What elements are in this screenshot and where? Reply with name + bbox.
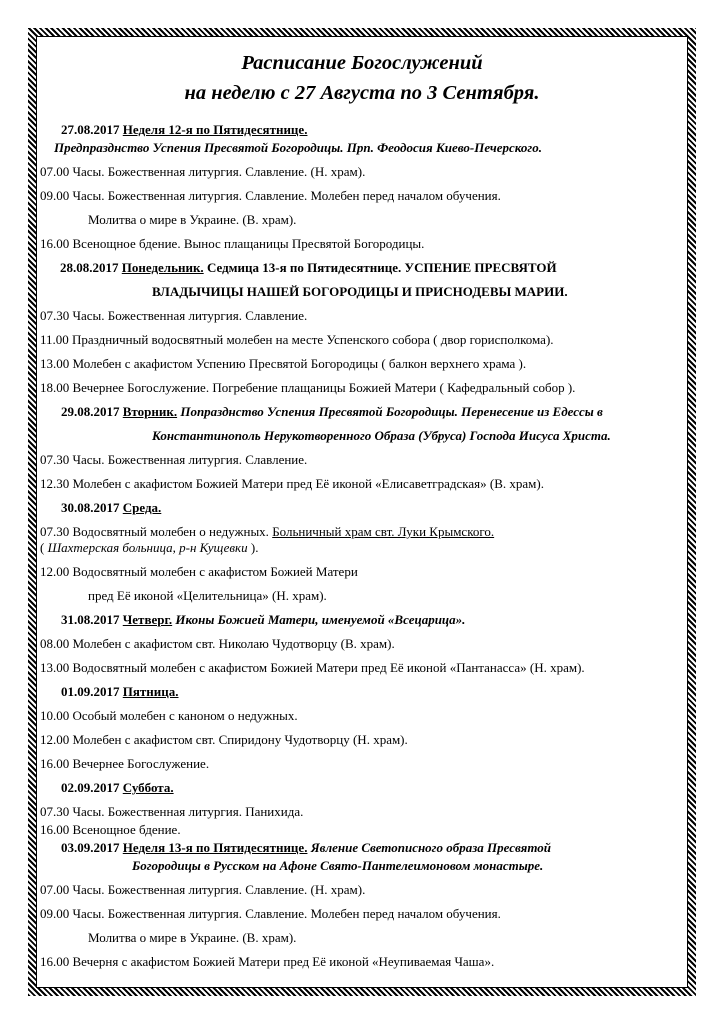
weekday: Пятница. <box>122 684 179 699</box>
day-header-03 <box>61 840 551 856</box>
feast: Попразднство Успения Пресвятой Богородицы. Перенесение из Едессы в <box>180 404 603 419</box>
date: 27.08.2017 <box>61 122 120 137</box>
day-header-27 <box>61 122 307 138</box>
service-28-3: 13.00 Молебен с акафистом Успению Пресвятой Богородицы ( балкон верхнего храма ). <box>40 356 527 371</box>
service-01-1: 10.00 Особый молебен с каноном о недужных. <box>40 708 298 723</box>
day-header-01 <box>61 684 179 700</box>
service-03-2: 09.00 Часы. Божественная литургия. Славление. Молебен перед началом обучения. <box>40 906 501 921</box>
day-header-30 <box>61 500 161 516</box>
service-30-2-cont: пред Её иконой «Целительница» (Н. храм). <box>88 588 327 603</box>
service-30-2: 12.00 Водосвятный молебен с акафистом Божией Матери <box>40 564 358 579</box>
date: 29.08.2017 <box>61 404 120 419</box>
service-27-2-cont: Молитва о мире в Украине. (В. храм). <box>88 212 297 227</box>
service-03-2-cont: Молитва о мире в Украине. (В. храм). <box>88 930 297 945</box>
location: Шахтерская больница, р-н Кущевки <box>47 540 248 555</box>
service-02-1: 07.30 Часы. Божественная литургия. Панихида. <box>40 804 304 819</box>
feast: Седмица 13-я по Пятидесятнице. УСПЕНИЕ ПРЕСВЯТОЙ <box>206 260 557 275</box>
hospital-church: Больничный храм свт. Луки Крымского. <box>272 524 495 539</box>
weekday: Неделя 13-я по Пятидесятнице. <box>122 840 308 855</box>
service-31-2: 13.00 Водосвятный молебен с акафистом Божией Матери пред Её иконой «Пантанасса» (Н. храм). <box>40 660 585 675</box>
page-title <box>40 48 684 108</box>
service-29-2: 12.30 Молебен с акафистом Божией Матери пред Её иконой «Елисаветградская» (В. храм). <box>40 476 544 491</box>
service-01-2: 12.00 Молебен с акафистом свт. Спиридону Чудотворцу (Н. храм). <box>40 732 408 747</box>
feast-29-cont: Константинополь Нерукотворенного Образа (Убруса) Господа Иисуса Христа. <box>152 428 611 443</box>
paren-close: ). <box>247 540 259 555</box>
date: 30.08.2017 <box>61 500 120 515</box>
service-text: 07.30 Водосвятный молебен о недужных. <box>40 524 269 539</box>
date: 02.09.2017 <box>61 780 120 795</box>
paren-open: ( <box>40 540 48 555</box>
day-header-02 <box>61 780 174 796</box>
date: 01.09.2017 <box>61 684 120 699</box>
feast: Явление Светописного образа Пресвятой <box>310 840 552 855</box>
feast-28-cont: ВЛАДЫЧИЦЫ НАШЕЙ БОГОРОДИЦЫ И ПРИСНОДЕВЫ МАРИИ. <box>152 284 568 299</box>
feast-27: Предпразднство Успения Пресвятой Богородицы. Прп. Феодосия Киево-Печерского. <box>54 140 542 155</box>
date: 03.09.2017 <box>61 840 120 855</box>
weekday: Неделя 12-я по Пятидесятнице. <box>122 122 308 137</box>
day-header-29 <box>61 404 603 420</box>
weekday: Четверг. <box>122 612 173 627</box>
feast-03-cont: Богородицы в Русском на Афоне Свято-Пантелеимоновом монастыре. <box>132 858 544 873</box>
service-28-4: 18.00 Вечернее Богослужение. Погребение плащаницы Божией Матери ( Кафедральный собор ). <box>40 380 576 395</box>
service-31-1: 08.00 Молебен с акафистом свт. Николаю Чудотворцу (В. храм). <box>40 636 395 651</box>
service-30-1 <box>40 524 494 540</box>
service-27-2: 09.00 Часы. Божественная литургия. Славление. Молебен перед началом обучения. <box>40 188 501 203</box>
service-28-2: 11.00 Праздничный водосвятный молебен на месте Успенского собора ( двор горисполкома). <box>40 332 554 347</box>
title-line-2: на неделю с 27 Августа по 3 Сентября. <box>184 82 540 104</box>
service-03-3: 16.00 Вечерня с акафистом Божией Матери пред Её иконой «Неупиваемая Чаша». <box>40 954 495 969</box>
weekday: Вторник. <box>122 404 178 419</box>
service-28-1: 07.30 Часы. Божественная литургия. Славление. <box>40 308 308 323</box>
service-29-1: 07.30 Часы. Божественная литургия. Славление. <box>40 452 308 467</box>
feast: Иконы Божией Матери, именуемой «Всецарица». <box>175 612 466 627</box>
day-header-31 <box>61 612 465 628</box>
service-27-3: 16.00 Всенощное бдение. Вынос плащаницы Пресвятой Богородицы. <box>40 236 425 251</box>
service-30-1-location <box>40 540 258 556</box>
title-line-1: Расписание Богослужений <box>241 52 483 74</box>
weekday: Понедельник. <box>121 260 204 275</box>
service-01-3: 16.00 Вечернее Богослужение. <box>40 756 210 771</box>
schedule-document <box>40 40 684 969</box>
weekday: Среда. <box>122 500 162 515</box>
date: 31.08.2017 <box>61 612 120 627</box>
day-header-28 <box>60 260 557 276</box>
weekday: Суббота. <box>122 780 174 795</box>
service-02-2: 16.00 Всенощное бдение. <box>40 822 181 837</box>
service-27-1: 07.00 Часы. Божественная литургия. Славление. (Н. храм). <box>40 164 366 179</box>
date: 28.08.2017 <box>60 260 119 275</box>
service-03-1: 07.00 Часы. Божественная литургия. Славление. (Н. храм). <box>40 882 366 897</box>
